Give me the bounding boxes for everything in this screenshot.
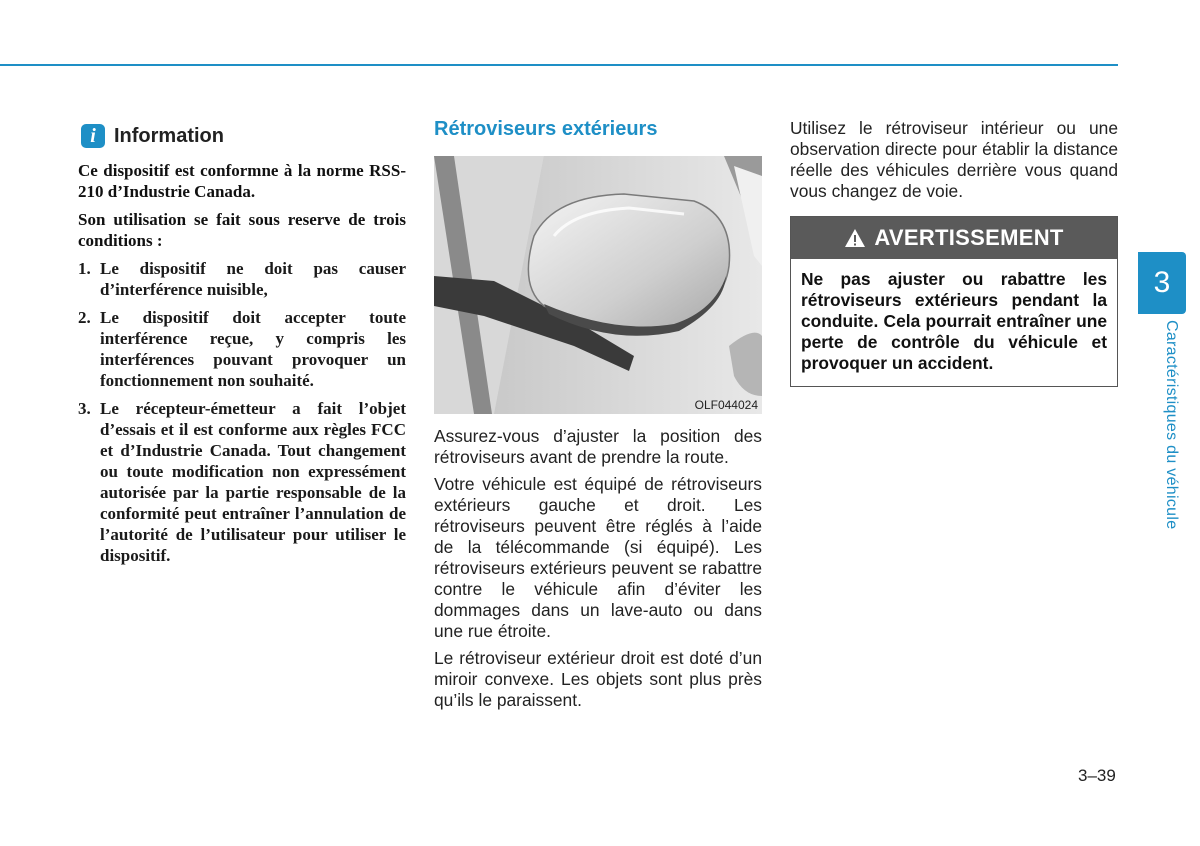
list-item — [78, 307, 406, 391]
warning-title: AVERTISSEMENT — [874, 225, 1064, 250]
information-title: Information — [114, 124, 224, 147]
right-column — [790, 118, 1118, 387]
list-item-number: 1. — [78, 259, 91, 278]
info-icon: i — [81, 124, 105, 148]
list-item-text: Le dispositif doit accepter toute interférence reçue, y compris les interférences pouvant provoquer un fonctionnement non souhaité. — [100, 308, 406, 390]
mirrors-section — [434, 116, 762, 717]
warning-box — [790, 216, 1118, 387]
side-mirror-image — [434, 156, 762, 414]
list-item-number: 2. — [78, 308, 91, 327]
chapter-number-tab: 3 — [1138, 252, 1186, 314]
section-title: Rétroviseurs extérieurs — [434, 118, 658, 140]
warning-triangle-icon — [844, 228, 866, 248]
chapter-label: Caractéristiques du véhicule — [1163, 320, 1180, 530]
section-paragraph-2: Votre véhicule est équipé de rétroviseurs extérieurs gauche et droit. Les rétroviseurs peuvent être réglés à l’aide de la télécommande (si équipé). Les rétroviseurs extérieurs peuvent se rabattre contre le véhicule afin d’éviter les dommages dans un lave-auto ou dans une rue étroite. — [434, 474, 762, 641]
side-mirror-illustration — [434, 156, 762, 414]
information-section — [78, 124, 406, 573]
page-number: 3–39 — [1078, 766, 1116, 785]
warning-text: Ne pas ajuster ou rabattre les rétroviseurs extérieurs pendant la conduite. Cela pourrait entraîner une perte de contrôle du véhicule et provoquer un accident. — [801, 269, 1107, 373]
info-paragraph-2: Son utilisation se fait sous reserve de trois conditions : — [78, 210, 406, 250]
list-item-text: Le dispositif ne doit pas causer d’interférence nuisible, — [100, 259, 406, 299]
top-rule — [0, 64, 1118, 66]
intro-paragraph: Utilisez le rétroviseur intérieur ou une observation directe pour établir la distance réelle des véhicules derrière vous quand vous changez de voie. — [790, 118, 1118, 201]
warning-header — [791, 217, 1117, 259]
list-item-text: Le récepteur-émetteur a fait l’objet d’essais et il est conforme aux règles FCC et d’Industrie Canada. Tout changement ou toute modification non expressément autorisée par la partie responsable de la conformité peut entraîner l’annulation de l’autorité de l’utilisateur pour utiliser le dispositif. — [100, 399, 406, 565]
section-paragraph-1: Assurez-vous d’ajuster la position des rétroviseurs avant de prendre la route. — [434, 426, 762, 467]
section-paragraph-3: Le rétroviseur extérieur droit est doté d’un miroir convexe. Les objets sont plus près qu’ils le paraissent. — [434, 648, 762, 710]
list-item — [78, 398, 406, 566]
list-item — [78, 258, 406, 300]
list-item-number: 3. — [78, 399, 91, 418]
info-paragraph-1: Ce dispositif est conformne à la norme RSS-210 d’Industrie Canada. — [78, 161, 406, 201]
information-header — [78, 124, 406, 148]
figure-code: OLF044024 — [694, 398, 758, 412]
